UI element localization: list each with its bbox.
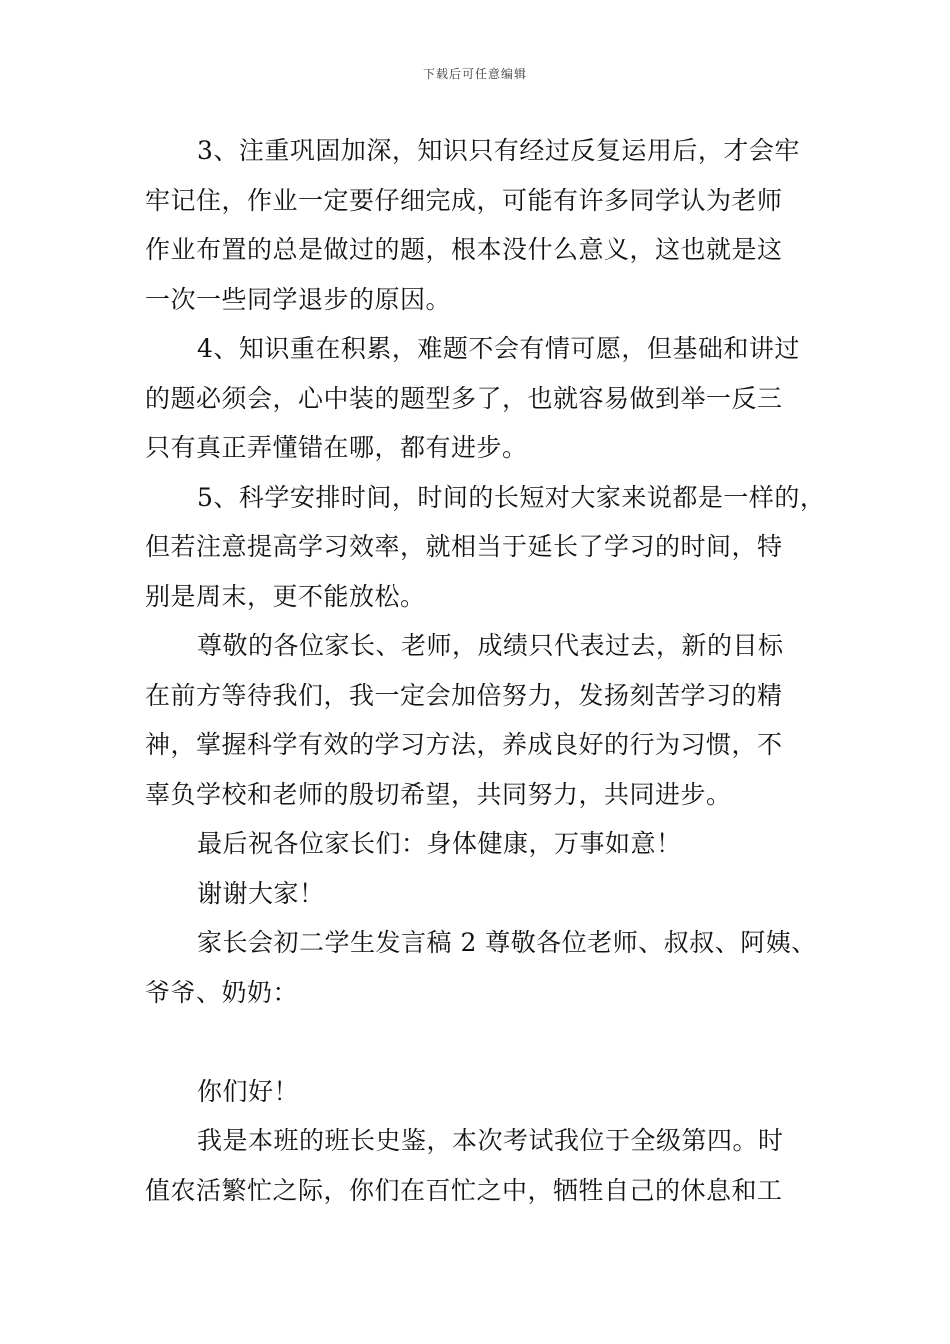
blank-line xyxy=(145,1017,815,1067)
text-line: 一次一些同学退步的原因。 xyxy=(145,284,452,314)
page-header-note: 下载后可任意编辑 xyxy=(422,67,527,81)
text-line: 在前方等待我们，我一定会加倍努力，发扬刻苦学习的精 xyxy=(145,680,783,710)
text-line: 辜负学校和老师的殷切希望，共同努力，共同进步。 xyxy=(145,779,732,809)
text-line: 4、知识重在积累，难题不会有情可愿，但基础和讲过 xyxy=(197,334,800,363)
text-line: 的题必须会，心中装的题型多了，也就容易做到举一反三 xyxy=(145,383,783,413)
text-line: 最后祝各位家长们：身体健康，万事如意！ xyxy=(197,829,682,858)
text-line: 3、注重巩固加深，知识只有经过反复运用后，才会牢 xyxy=(197,136,800,165)
text-line: 你们好！ xyxy=(197,1076,300,1106)
text-line: 5、科学安排时间，时间的长短对大家来说都是一样的， xyxy=(197,482,826,512)
text-line: 爷爷、奶奶： xyxy=(145,977,299,1007)
text-line: 神，掌握科学有效的学习方法，养成良好的行为习惯，不 xyxy=(145,730,783,759)
text-line: 别是周末，更不能放松。 xyxy=(145,581,426,611)
text-line: 但若注意提高学习效率，就相当于延长了学习的时间，特 xyxy=(145,532,783,561)
text-line: 作业布置的总是做过的题，根本没什么意义，这也就是这 xyxy=(145,235,783,264)
document-body xyxy=(145,126,826,1215)
text-line: 牢记住，作业一定要仔细完成，可能有许多同学认为老师 xyxy=(145,185,783,215)
text-line: 家长会初二学生发言稿 2 尊敬各位老师、叔叔、阿姨、 xyxy=(197,928,817,957)
text-line: 尊敬的各位家长、老师，成绩只代表过去，新的目标 xyxy=(197,631,784,660)
text-line: 只有真正弄懂错在哪，都有进步。 xyxy=(145,433,528,462)
text-line: 谢谢大家！ xyxy=(197,878,325,908)
text-line: 我是本班的班长史鉴，本次考试我位于全级第四。时 xyxy=(197,1126,784,1155)
text-line: 值农活繁忙之际，你们在百忙之中，牺牲自己的休息和工 xyxy=(145,1175,783,1205)
